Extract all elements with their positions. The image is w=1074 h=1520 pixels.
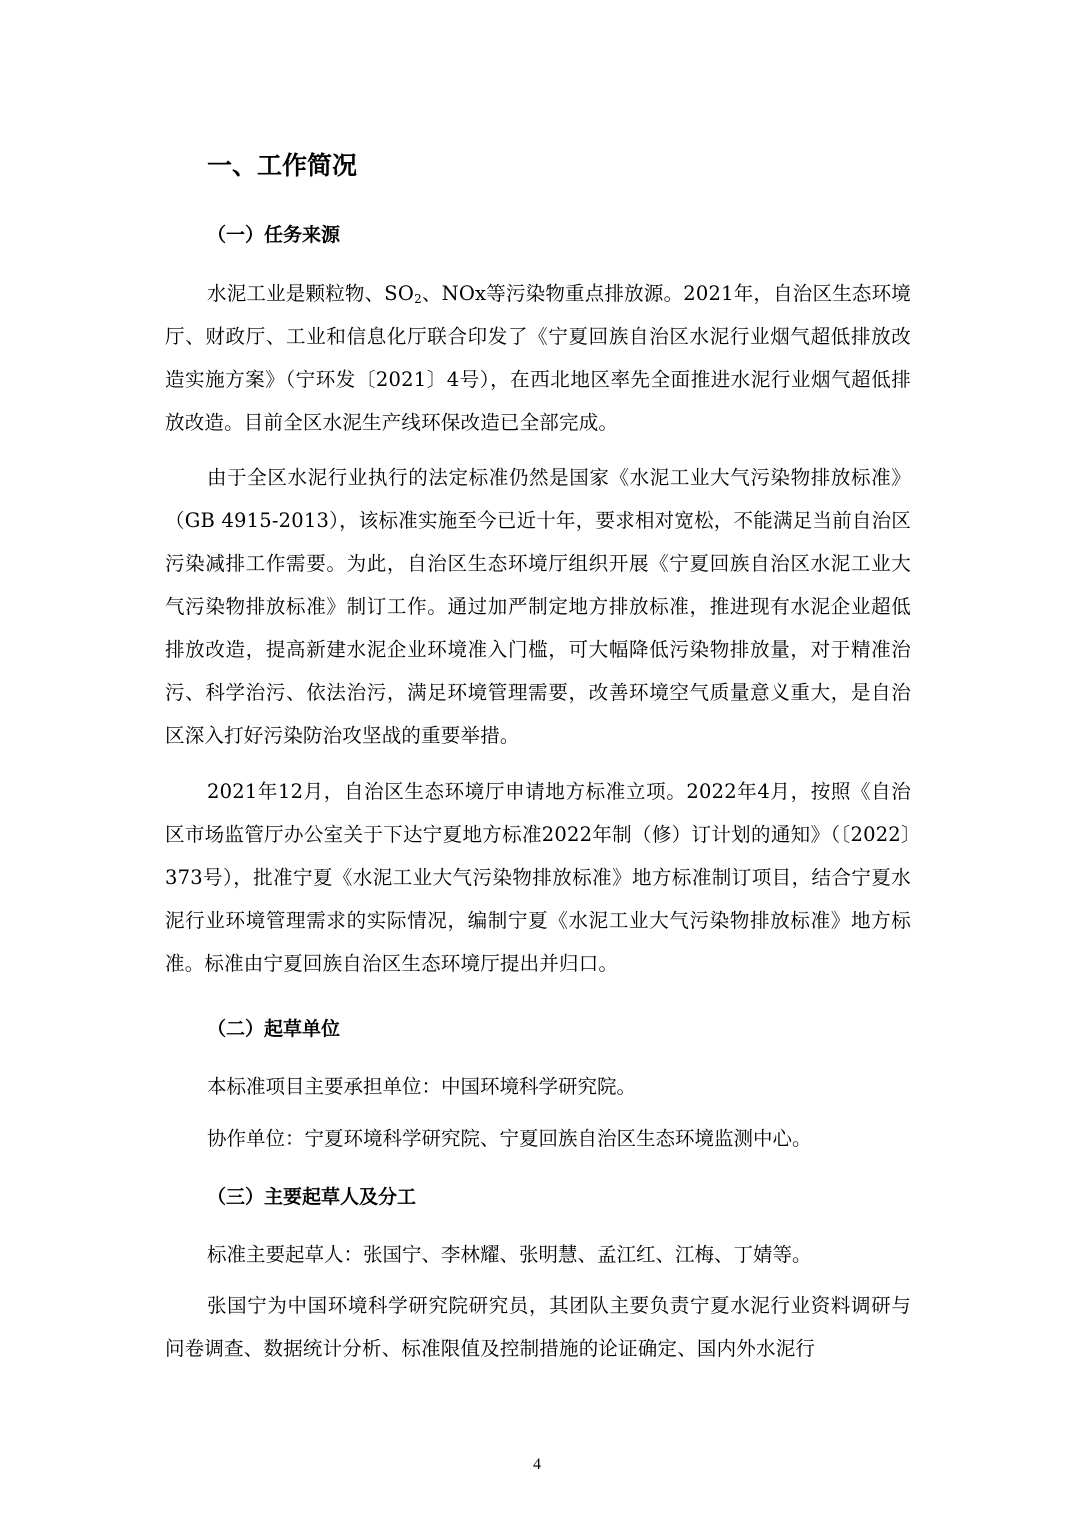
subsection-title-drafters: （三）主要起草人及分工 [207, 1186, 417, 1208]
paragraph-task-source-3: 2021年12月，自治区生态环境厅申请地方标准立项。2022年4月，按照《自治区市场监管厅办公室关于下达宁夏地方标准2022年制（修）订计划的通知》（〔2022〕373号），批准宁夏《水泥工业大气污染物排放标准》地方标准制订项目，结合宁夏水泥行业环境管理需求的实际情况，编制宁夏《水泥工业大气污染物排放标准》地方标准。标准由宁夏回族自治区生态环境厅提出并归口。 [165, 780, 911, 975]
paragraph-drafters-detail: 张国宁为中国环境科学研究院研究员，其团队主要负责宁夏水泥行业资料调研与问卷调查、数据统计分析、标准限值及控制措施的论证确定、国内外水泥行 [165, 1294, 911, 1360]
subscript-text: 2 [414, 292, 422, 306]
paragraph-text: 水泥工业是颗粒物、SO [207, 282, 415, 305]
paragraph-main-unit: 本标准项目主要承担单位：中国环境科学研究院。 [207, 1075, 637, 1098]
paragraph-task-source-1 [165, 272, 911, 444]
paragraph-text: 、NOx等污染物重点排放源。2021年，自治区生态环境厅、财政厅、工业和信息化厅联合印发了《宁夏回族自治区水泥行业烟气超低排放改造实施方案》（宁环发〔2021〕4号），在西北地区率先全面推进水泥行业烟气超低排放改造。目前全区水泥生产线环保改造已全部完成。 [165, 282, 912, 434]
paragraph-task-source-2: 由于全区水泥行业执行的法定标准仍然是国家《水泥工业大气污染物排放标准》（GB 4915-2013），该标准实施至今已近十年，要求相对宽松，不能满足当前自治区污染减排工作需要。为此，自治区生态环境厅组织开展《宁夏回族自治区水泥工业大气污染物排放标准》制订工作。通过加严制定地方排放标准，推进现有水泥企业超低排放改造，提高新建水泥企业环境准入门槛，可大幅降低污染物排放量，对于精准治污、科学治污、依法治污，满足环境管理需要，改善环境空气质量意义重大，是自治区深入打好污染防治攻坚战的重要举措。 [165, 466, 911, 747]
subsection-title-task-source: （一）任务来源 [207, 224, 341, 246]
page-number: 4 [533, 1456, 541, 1473]
paragraph-partner-units: 协作单位：宁夏环境科学研究院、宁夏回族自治区生态环境监测中心。 [207, 1127, 812, 1150]
paragraph-drafters-list: 标准主要起草人：张国宁、李林耀、张明慧、孟江红、江梅、丁婧等。 [207, 1243, 812, 1266]
subsection-title-drafting-unit: （二）起草单位 [207, 1018, 341, 1040]
section-title: 一、工作简况 [207, 151, 358, 180]
